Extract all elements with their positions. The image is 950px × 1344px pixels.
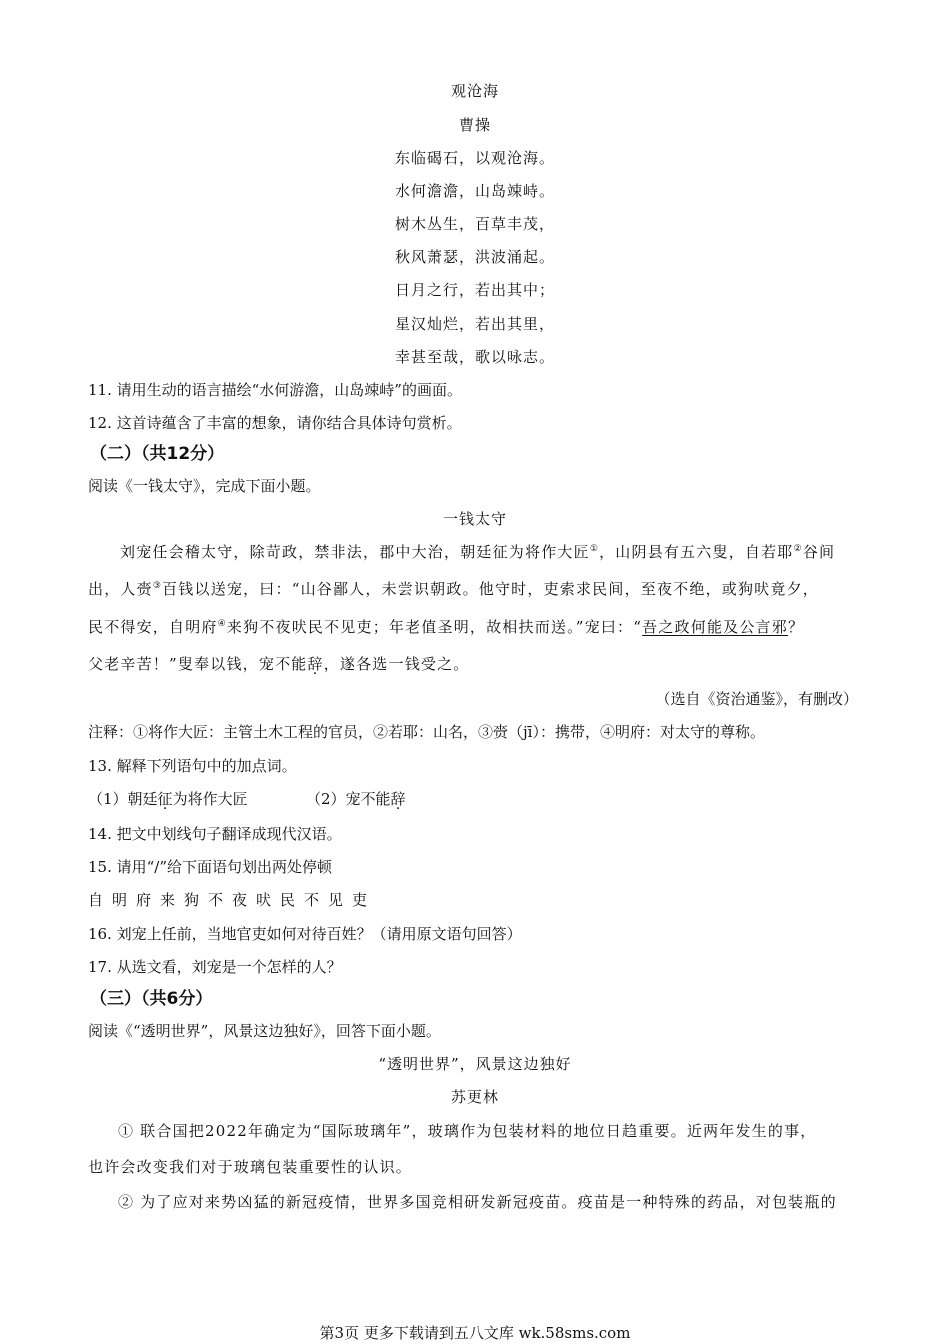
article-title: “透明世界”，风景这边独好 [378,1055,572,1073]
poem-line: 东临碣石，以观沧海。 [394,149,555,167]
section-intro: 阅读《“透明世界”，风景这边独好》，回答下面小题。 [88,1022,441,1040]
question-12: 12. 这首诗蕴含了丰富的想象，请你结合具体诗句赏析。 [88,414,462,432]
question-16: 16. 刘宠上任前，当地官吏如何对待百姓？（请用原文语句回答） [88,925,522,943]
question-13-item-1: （1）朝廷征为将作大匠 [88,790,248,808]
article-paragraph: ① 联合国把2022年确定为“国际玻璃年”，玻璃作为包装材料的地位日趋重要。近两年发生的事， [118,1122,817,1140]
question-17: 17. 从选文看，刘宠是一个怎样的人？ [88,958,342,976]
article-author: 苏更林 [450,1088,499,1106]
poem-line: 树木丛生，百草丰茂， [394,215,555,233]
question-13: 13. 解释下列语句中的加点词。 [88,757,297,775]
question-13-item-2: （2）宠不能辞 [306,790,406,808]
question-15: 15. 请用“/”给下面语句划出两处停顿 [88,858,333,876]
poem-line: 日月之行，若出其中； [394,281,555,299]
poem-line: 星汉灿烂，若出其里， [394,315,555,333]
question-15-text: 自明府来狗不夜吠民不见吏 [88,891,377,909]
question-11: 11. 请用生动的语言描绘“水何游澹，山岛竦峙”的画面。 [88,381,462,399]
passage-line: 民不得安，自明府④来狗不夜吠民不见吏；年老值圣明，故相扶而送。”宠曰：“吾之政何能及公言邪？ [88,618,805,636]
poem-line: 秋风萧瑟，洪波涌起。 [394,248,555,266]
question-14: 14. 把文中划线句子翻译成现代汉语。 [88,825,342,843]
passage-notes: 注释：①将作大匠：主管土木工程的官员，②若耶：山名，③赍（jī）：携带，④明府：对太守的尊称。 [88,723,765,741]
passage-line: 出，人赍③百钱以送宠，曰：“山谷鄙人，未尝识朝政。他守时，吏索求民间，至夜不绝，或狗吠竟夕， [88,580,819,598]
underlined-sentence: 吾之政何能及公言邪 [642,618,788,636]
article-paragraph: 也许会改变我们对于玻璃包装重要性的认识。 [88,1158,413,1176]
page-footer: 第3页 更多下载请到五八文库 wk.58sms.com [319,1324,631,1342]
dotted-character: 辞 [307,655,324,673]
passage-title: 一钱太守 [442,510,507,528]
poem-line: 幸甚至哉，歌以咏志。 [394,348,555,366]
section-heading: （三）（共6分） [90,989,213,1009]
article-paragraph: ② 为了应对来势凶猛的新冠疫情，世界多国竞相研发新冠疫苗。疫苗是一种特殊的药品，对包装瓶的 [118,1193,837,1211]
section-intro: 阅读《一钱太守》，完成下面小题。 [88,477,321,495]
passage-source: （选自《资治通鉴》，有删改） [655,690,858,708]
passage-line: 父老辛苦！”叟奉以钱，宠不能辞，遂各选一钱受之。 [88,655,470,673]
poem-line: 水何澹澹，山岛竦峙。 [394,182,555,200]
passage-line: 刘宠任会稽太守，除苛政，禁非法，郡中大治，朝廷征为将作大匠①，山阴县有五六叟，自若耶②谷间 [120,543,836,561]
poem-author: 曹操 [458,116,491,134]
section-heading: （二）（共12分） [90,444,225,464]
poem-title: 观沧海 [450,82,499,100]
